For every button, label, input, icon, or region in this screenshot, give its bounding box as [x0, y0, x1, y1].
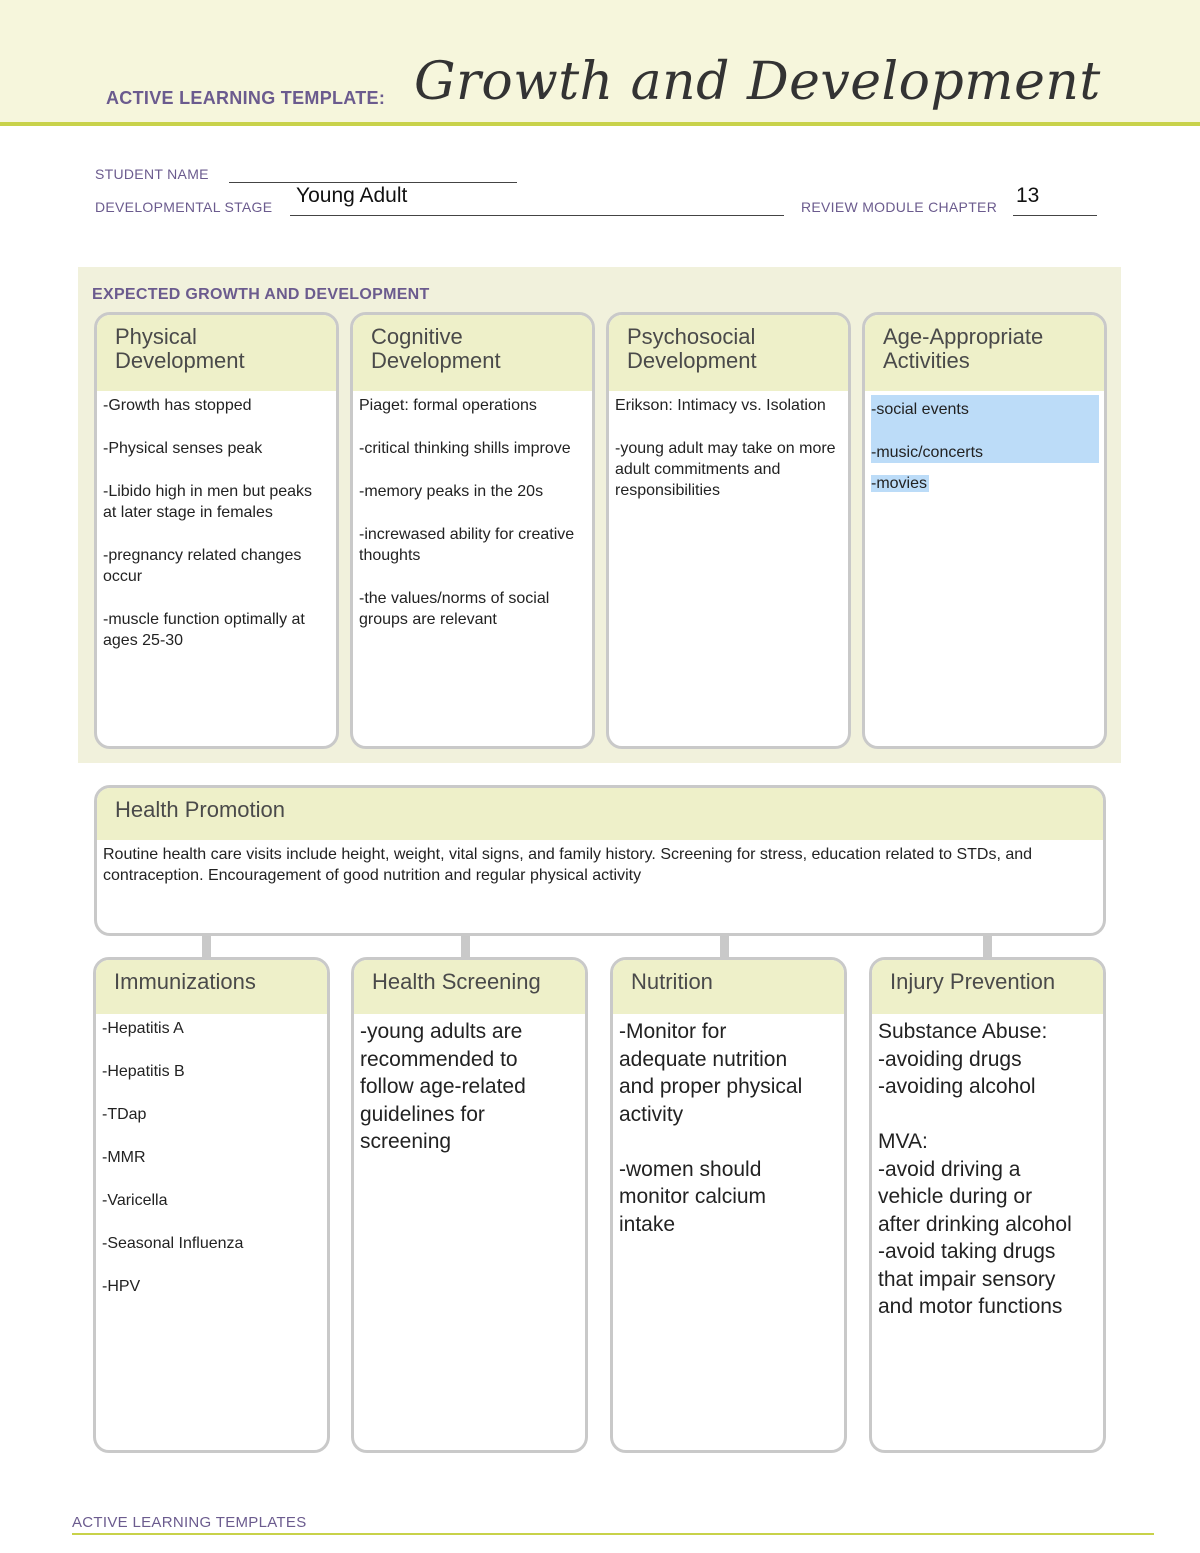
health-promotion-text: Routine health care visits include height, weight, vital signs, and family history. Screening for stress, education related to STDs, and contraception. Encouragement of good nutrition and regular physical activity	[103, 846, 1033, 884]
chapter-value: 13	[1016, 184, 1040, 207]
list-item: -muscle function optimally at ages 25-30	[103, 611, 305, 649]
list-item: -Physical senses peak	[103, 440, 263, 457]
nutrition-heading: Nutrition	[613, 960, 844, 1014]
age-appropriate-activities-card	[862, 312, 1107, 749]
health-promotion-heading: Health Promotion	[97, 788, 1103, 840]
cognitive-development-card	[350, 312, 595, 749]
physical-development-list	[97, 391, 336, 651]
header-rule	[0, 122, 1200, 126]
list-item: -Hepatitis B	[102, 1063, 185, 1080]
health-screening-text: -young adults are recommended to follow age-related guidelines for screening	[360, 1020, 526, 1153]
connector	[720, 936, 729, 958]
age-appropriate-activities-list	[865, 391, 1104, 494]
cognitive-development-list	[353, 391, 592, 630]
list-item: -social events	[871, 401, 969, 418]
list-item: -critical thinking shills improve	[359, 440, 571, 457]
list-item: -Varicella	[102, 1192, 168, 1209]
connector	[461, 936, 470, 958]
health-screening-card	[351, 957, 588, 1453]
highlighted-selection	[871, 395, 1099, 463]
list-item: -increwased ability for creative thoughts	[359, 526, 575, 564]
stage-value: Young Adult	[296, 184, 408, 207]
student-name-field[interactable]	[229, 182, 517, 183]
list-item: -TDap	[102, 1106, 147, 1123]
chapter-label: REVIEW MODULE CHAPTER	[801, 199, 998, 215]
nutrition-card	[610, 957, 847, 1453]
list-item: Piaget: formal operations	[359, 397, 537, 414]
footer-rule	[72, 1533, 1154, 1535]
list-item: -movies	[871, 475, 928, 492]
list-item: Erikson: Intimacy vs. Isolation	[615, 397, 826, 414]
list-item: -music/concerts	[871, 444, 984, 461]
list-item: -pregnancy related changes occur	[103, 547, 302, 585]
immunizations-heading: Immunizations	[96, 960, 327, 1014]
list-item: -the values/norms of social groups are relevant	[359, 590, 550, 628]
stage-label: DEVELOPMENTAL STAGE	[95, 199, 273, 215]
list-item: -Libido high in men but peaks at later stage in females	[103, 483, 313, 521]
footer-label: ACTIVE LEARNING TEMPLATES	[72, 1514, 307, 1531]
list-item: -memory peaks in the 20s	[359, 483, 544, 500]
connector	[202, 936, 211, 958]
physical-development-heading: Physical Development	[97, 315, 336, 391]
chapter-field[interactable]	[1013, 215, 1097, 216]
template-title: Growth and Development	[414, 52, 1101, 112]
injury-prevention-card	[869, 957, 1106, 1453]
template-label: ACTIVE LEARNING TEMPLATE:	[106, 88, 386, 108]
injury-prevention-heading: Injury Prevention	[872, 960, 1103, 1014]
psychosocial-development-list	[609, 391, 848, 501]
list-item: -Hepatitis A	[102, 1020, 184, 1037]
immunizations-card	[93, 957, 330, 1453]
nutrition-text: -Monitor for adequate nutrition and proper physical activity -women should monitor calcium intake	[619, 1020, 803, 1236]
list-item: -MMR	[102, 1149, 146, 1166]
list-item: -HPV	[102, 1278, 141, 1295]
list-item: -Growth has stopped	[103, 397, 252, 414]
age-appropriate-activities-heading: Age-Appropriate Activities	[865, 315, 1104, 391]
list-item: -Seasonal Influenza	[102, 1235, 244, 1252]
list-item: -young adult may take on more adult commitments and responsibilities	[615, 440, 836, 499]
cognitive-development-heading: Cognitive Development	[353, 315, 592, 391]
health-screening-heading: Health Screening	[354, 960, 585, 1014]
stage-field[interactable]	[290, 215, 784, 216]
health-promotion-card	[94, 785, 1106, 936]
connector	[983, 936, 992, 958]
student-name-label: STUDENT NAME	[95, 166, 209, 182]
psychosocial-development-heading: Psychosocial Development	[609, 315, 848, 391]
physical-development-card	[94, 312, 339, 749]
expected-title: EXPECTED GROWTH AND DEVELOPMENT	[92, 286, 430, 303]
injury-prevention-text: Substance Abuse: -avoiding drugs -avoiding alcohol MVA: -avoid driving a vehicle during or after drinking alcohol -avoid taking drugs that impair sensory and motor functions	[878, 1020, 1072, 1318]
psychosocial-development-card	[606, 312, 851, 749]
